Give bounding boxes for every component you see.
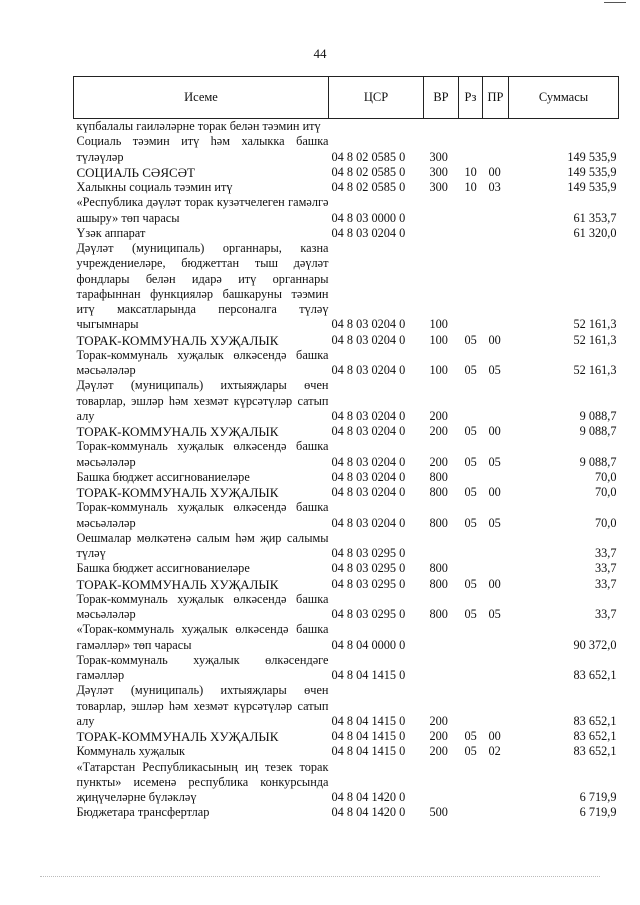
row-name: Социаль тәэмин итү һәм халыкка башка түләүләр	[76, 134, 329, 164]
row-pr: 00	[488, 332, 501, 347]
table-row	[74, 744, 619, 759]
row-sum: 61 320,0	[573, 225, 617, 240]
row-vr: 100	[429, 363, 448, 377]
row-vr: 200	[429, 713, 448, 728]
table-row	[74, 561, 619, 576]
row-sum: 33,7	[594, 607, 617, 621]
row-rz	[459, 470, 483, 485]
row-vr	[424, 195, 459, 226]
row-sum: 52 161,3	[573, 363, 617, 377]
table-row	[74, 195, 619, 226]
row-csr: 04 8 04 1415 0	[331, 744, 406, 759]
table-row	[74, 378, 619, 424]
row-sum: 61 353,7	[573, 210, 617, 225]
row-vr: 800	[429, 469, 448, 484]
row-vr: 800	[429, 576, 448, 591]
row-name: «Татарстан Республикасының иң тезек торак пункты» исеменә республика конкурсында җиңүчеләрне бүләкләү	[76, 759, 329, 804]
row-pr: 00	[488, 164, 501, 179]
row-csr	[329, 119, 424, 135]
row-name: Торак-коммуналь хуҗалык өлкәсендә башка мәсьәләләр	[76, 439, 329, 469]
row-rz	[459, 134, 483, 165]
row-vr: 100	[429, 317, 448, 332]
row-name: Оешмалар мөлкәтенә салым һәм җир салымы түләү	[76, 530, 329, 560]
row-pr: 05	[488, 515, 501, 530]
row-name: ТОРАК-КОММУНАЛЬ ХУҖАЛЫК	[76, 729, 279, 744]
page-number: 44	[313, 46, 327, 61]
table-header-row	[74, 77, 619, 119]
table-row	[74, 134, 619, 165]
row-pr	[483, 134, 509, 165]
row-rz: 10	[464, 164, 477, 179]
row-csr: 04 8 02 0585 0	[331, 149, 406, 164]
row-csr: 04 8 03 0204 0	[331, 317, 406, 332]
row-pr	[483, 683, 509, 729]
row-sum: 149 535,9	[567, 180, 617, 194]
row-rz: 05	[464, 576, 477, 591]
row-sum: 70,0	[594, 485, 617, 499]
row-vr: 300	[429, 149, 448, 164]
row-vr: 200	[429, 744, 448, 759]
row-vr: 300	[429, 164, 448, 179]
row-rz	[459, 683, 483, 729]
row-csr: 04 8 03 0295 0	[331, 561, 406, 576]
row-pr	[483, 561, 509, 576]
table-body	[74, 119, 619, 821]
row-csr: 04 8 04 1420 0	[331, 790, 406, 804]
row-rz	[459, 531, 483, 562]
header-pr: ПР	[483, 77, 509, 119]
row-csr: 04 8 03 0204 0	[331, 363, 406, 377]
row-pr: 05	[488, 454, 501, 469]
table-row	[74, 683, 619, 729]
row-sum: 149 535,9	[567, 164, 617, 179]
row-vr	[424, 653, 459, 684]
row-csr: 04 8 04 1415 0	[331, 713, 406, 728]
row-sum: 9 088,7	[579, 408, 617, 423]
row-rz	[459, 760, 483, 806]
row-vr: 300	[429, 180, 448, 194]
row-sum: 83 652,1	[573, 668, 617, 682]
row-pr	[483, 470, 509, 485]
row-pr: 00	[488, 485, 501, 499]
row-vr: 500	[429, 805, 448, 820]
row-csr: 04 8 03 0000 0	[331, 210, 406, 225]
table-row	[74, 760, 619, 806]
row-csr: 04 8 02 0585 0	[331, 180, 406, 194]
row-vr: 800	[429, 515, 448, 530]
row-vr: 800	[429, 607, 448, 621]
table-row	[74, 500, 619, 531]
row-pr: 03	[488, 180, 501, 194]
table-row	[74, 653, 619, 684]
row-csr: 04 8 03 0204 0	[331, 424, 406, 438]
header-csr: ЦСР	[329, 77, 424, 119]
row-rz	[459, 119, 483, 135]
row-rz: 05	[464, 363, 477, 377]
row-csr: 04 8 04 0000 0	[331, 637, 406, 652]
row-sum: 52 161,3	[573, 317, 617, 332]
row-rz: 05	[464, 424, 477, 438]
row-name: Халыкны социаль тәэмин итү	[76, 180, 233, 194]
row-rz: 05	[464, 485, 477, 499]
table-row	[74, 348, 619, 379]
row-name: Дәүләт (муниципаль) ихтыяҗлары өчен товарлар, эшләр һәм хезмәт күрсәтүләр сатып алу	[76, 378, 329, 423]
row-pr: 05	[488, 363, 501, 377]
corner-mark	[604, 2, 626, 3]
row-sum: 9 088,7	[579, 454, 617, 469]
row-sum: 33,7	[594, 576, 617, 591]
row-sum: 9 088,7	[579, 424, 617, 438]
row-name: Торак-коммуналь хуҗалык өлкәсендә башка мәсьәләләр	[76, 500, 329, 530]
row-sum: 52 161,3	[573, 332, 617, 347]
row-csr: 04 8 03 0204 0	[331, 485, 406, 499]
row-name: ТОРАК-КОММУНАЛЬ ХУҖАЛЫК	[76, 485, 279, 500]
table-row	[74, 622, 619, 653]
row-name: Дәүләт (муниципаль) органнары, казна учреждениеләре, бюджеттан тыш дәүләт фондлары белән идарә итү органнары тарафыннан функцияләр башкаруны тәэмин итү максатларында персоналга түләү чыгымнары	[76, 241, 329, 332]
row-pr: 00	[488, 424, 501, 438]
row-sum: 33,7	[594, 546, 617, 560]
row-rz	[459, 805, 483, 820]
row-pr	[483, 195, 509, 226]
row-name: Дәүләт (муниципаль) ихтыяҗлары өчен товарлар, эшләр һәм хезмәт күрсәтүләр сатып алу	[76, 683, 329, 728]
table-row	[74, 119, 619, 135]
row-vr	[424, 119, 459, 135]
row-pr	[483, 119, 509, 135]
row-name: Торак-коммуналь хуҗалык өлкәсендә башка мәсьәләләр	[76, 591, 329, 621]
row-rz: 05	[464, 454, 477, 469]
row-name: Үзәк аппарат	[76, 225, 146, 240]
row-rz: 05	[464, 607, 477, 621]
row-sum: 90 372,0	[573, 637, 617, 652]
row-name: күпбалалы гаиләләрне торак белән тәэмин итү	[76, 119, 321, 133]
row-rz	[459, 241, 483, 333]
row-csr: 04 8 03 0204 0	[331, 454, 406, 469]
row-sum	[509, 119, 619, 135]
row-pr	[483, 531, 509, 562]
budget-table	[73, 76, 619, 821]
row-name: Башка бюджет ассигнованиеләре	[76, 469, 250, 484]
row-csr: 04 8 02 0585 0	[331, 164, 406, 179]
table-row	[74, 470, 619, 485]
row-vr: 800	[429, 561, 448, 576]
row-name: Торак-коммуналь хуҗалык өлкәсендәге гамәлләр	[76, 652, 329, 682]
row-rz	[459, 226, 483, 241]
row-vr: 200	[429, 424, 448, 438]
row-csr: 04 8 04 1415 0	[331, 729, 406, 743]
row-rz	[459, 622, 483, 653]
table-row	[74, 577, 619, 592]
table-row	[74, 424, 619, 439]
row-name: ТОРАК-КОММУНАЛЬ ХУҖАЛЫК	[76, 576, 279, 592]
row-sum: 149 535,9	[567, 149, 617, 164]
table-row	[74, 165, 619, 180]
row-pr	[483, 378, 509, 424]
row-rz: 10	[464, 180, 477, 194]
row-vr: 100	[429, 332, 448, 347]
row-rz: 05	[464, 744, 477, 759]
row-sum: 6 719,9	[579, 790, 617, 804]
table-row	[74, 729, 619, 744]
row-pr	[483, 805, 509, 820]
row-sum: 33,7	[594, 561, 617, 576]
row-name: СОЦИАЛЬ СӘЯСӘТ	[76, 164, 195, 180]
row-vr	[424, 622, 459, 653]
row-csr: 04 8 03 0295 0	[331, 546, 406, 560]
row-name: ТОРАК-КОММУНАЛЬ ХУҖАЛЫК	[76, 332, 279, 348]
table-row	[74, 592, 619, 623]
table-row	[74, 805, 619, 820]
row-csr: 04 8 03 0295 0	[331, 607, 406, 621]
row-rz: 05	[464, 515, 477, 530]
row-pr	[483, 760, 509, 806]
header-name: Исеме	[74, 77, 329, 119]
row-pr	[483, 653, 509, 684]
row-rz	[459, 195, 483, 226]
row-rz	[459, 378, 483, 424]
row-csr: 04 8 03 0204 0	[331, 408, 406, 423]
row-sum: 83 652,1	[573, 713, 617, 728]
row-pr: 05	[488, 607, 501, 621]
row-csr: 04 8 03 0204 0	[331, 469, 406, 484]
row-name: Бюджетара трансфертлар	[76, 805, 210, 820]
row-csr: 04 8 04 1415 0	[331, 668, 406, 682]
row-pr	[483, 226, 509, 241]
table-row	[74, 485, 619, 500]
row-rz: 05	[464, 332, 477, 347]
row-csr: 04 8 03 0295 0	[331, 576, 406, 591]
row-sum: 83 652,1	[573, 729, 617, 743]
row-vr	[424, 760, 459, 806]
row-sum: 83 652,1	[573, 744, 617, 759]
header-rz: Рз	[459, 77, 483, 119]
row-csr: 04 8 03 0204 0	[331, 332, 406, 347]
header-vr: ВР	[424, 77, 459, 119]
row-vr: 200	[429, 408, 448, 423]
row-name: Торак-коммуналь хуҗалык өлкәсендә башка мәсьәләләр	[76, 347, 329, 377]
row-vr: 200	[429, 729, 448, 743]
row-vr: 800	[429, 485, 448, 499]
row-rz	[459, 561, 483, 576]
row-pr: 00	[488, 576, 501, 591]
table-row	[74, 226, 619, 241]
row-name: Башка бюджет ассигнованиеләре	[76, 561, 250, 576]
row-pr: 00	[488, 729, 501, 743]
row-vr: 200	[429, 454, 448, 469]
row-csr: 04 8 03 0204 0	[331, 515, 406, 530]
table-row	[74, 180, 619, 195]
table-row	[74, 531, 619, 562]
row-vr	[424, 531, 459, 562]
footer-divider	[40, 876, 600, 877]
header-sum: Суммасы	[509, 77, 619, 119]
row-rz	[459, 653, 483, 684]
row-sum: 70,0	[594, 469, 617, 484]
row-sum: 70,0	[594, 515, 617, 530]
row-name: «Торак-коммуналь хуҗалык өлкәсендә башка гамәлләр» төп чарасы	[76, 622, 329, 652]
row-name: ТОРАК-КОММУНАЛЬ ХУҖАЛЫК	[76, 424, 279, 439]
row-vr	[424, 226, 459, 241]
row-name: «Республика дәүләт торак кузәтчелеген гамәлгә ашыру» төп чарасы	[76, 195, 329, 225]
row-pr	[483, 241, 509, 333]
row-rz: 05	[464, 729, 477, 743]
table-row	[74, 333, 619, 348]
row-name: Коммуналь хуҗалык	[76, 744, 185, 759]
row-sum: 6 719,9	[579, 805, 617, 820]
row-pr: 02	[488, 744, 501, 759]
table-row	[74, 439, 619, 470]
row-csr: 04 8 04 1420 0	[331, 805, 406, 820]
table-row	[74, 241, 619, 333]
row-pr	[483, 622, 509, 653]
row-csr: 04 8 03 0204 0	[331, 225, 406, 240]
